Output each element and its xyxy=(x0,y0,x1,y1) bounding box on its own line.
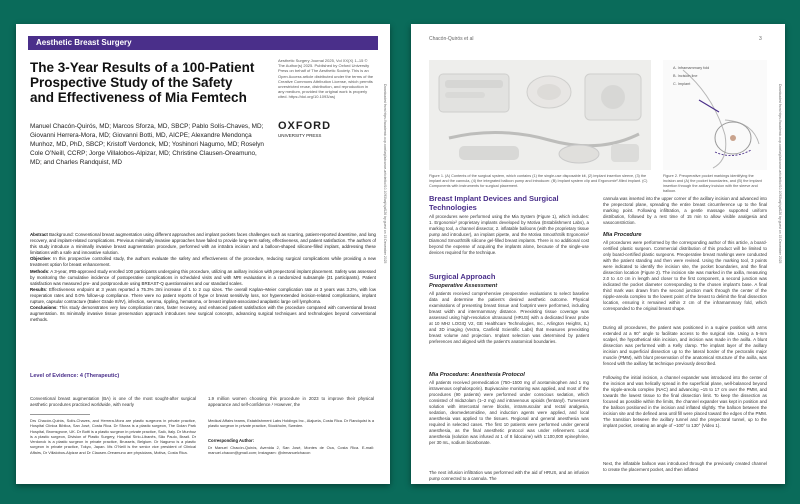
abstract-methods: Methods: A 3-year, IRB-approved study enrolled 100 participants undergoing this procedure, utilizing an axillary incision with prepectoral implant placement. Safety was assessed by monitoring the cumulative incidence of postoperative complications in scheduled visits and with MRI evaluations in a randomized subsample (31 participants). Patient satisfaction was measured pre- and postprocedure using BREAST-Q questionnaires and our standard scales. xyxy=(30,268,376,286)
paragraph-anesthesia-continued: The next infusion infiltration was performed with the aid of HRUS, and an infusion pump connected to a cannula. The xyxy=(429,470,589,481)
paragraph-devices: All procedures were performed using the Mia System (Figure 1), which includes: 1. Ergonomix² proprietary implants developed by Motiva (Establishment Labs), a marking tool, a channel dissector, 2. inflatable balloons (with the proprietary tissue pump and introducer), an implant pipette, and the Motiva SmoothSilk Ergonomix² Diamond SmoothSilk silicone gel-filled breast implants. There is no additional cost beyond the expense of acquiring the implants alone, because of the single-use devices required for the technique. xyxy=(429,214,589,255)
page-number: 3 xyxy=(759,36,762,42)
figure-2-caption: Figure 2. Preoperative pocket markings identifying the incision and (A) the pocket boundaries, and (B) the implant insertion through the axillary incision with the sleeve and balloon. xyxy=(663,174,762,193)
journal-meta: Aesthetic Surgery Journal 2025, Vol XX(X) 1–15 © The Author(s) 2025. Published by Oxford University Press on behalf of The Aesthetic Society. This is an Open Access article distributed under the terms of the Creative Commons Attribution License, which permits unrestricted reuse, distribution, and reproduction in any medium, provided the original work is properly cited. https://doi.org/10.1093/asj xyxy=(278,58,374,100)
figure-1-device-photo xyxy=(429,60,651,170)
paragraph-mia-channel: Following the initial incision, a channel expander was introduced into the center of the incision and was helically spread in the superficial plane, well-balanced beyond the nipple-areola complex (NAC) and advancing ~15 to 17 cm over the PMM, and towards the lowest tissue to the final dissection limit. To keep the dissection as focused as possible within the limits, the channel expander was kept in position and the balloon positioned in the incision and inflated slightly. The balloon between the incision site and the defined area until fill were placed toward the edges of the PMM. The transition between the axillary tunnel and the prepectoral tunnel, up to the implant pocket, creating an angle of ~100° to 130° (Video 1). xyxy=(603,375,767,428)
paragraph-anesthesia: All patients received premedication (750–1500 mg of acetaminophen and 1 mg intravenous cephalosporin). Bupivacaine monitoring was applied, and most of the procedures (90 patients) were performed under conscious sedation, which consisted of midazolam (1–2 mg) and intravenous opioids (fentanyl). Tumescent solution with intercostal nerve blocks, intramuscular and rectal analgesia, sedation, dexmedetomidine, and induction agents were applied, and local anesthesia was applied to the tissues. Regional and general anesthesia was required in selected cases. The first 10 patients were performed under general anesthesia, as the final anesthetic protocol was under refinement. Local anesthesia (solution was infused at 1 of 8 lidocaine) with 1:100,000 epinephrine, per 30 mL, sodium bicarbonate. xyxy=(429,380,589,445)
paragraph-mia-balloon: Next, the inflatable balloon was introduced through the previously created channel to create the placement pocket, and then inflated xyxy=(603,461,767,472)
figure-2-label-b: B. Incision line xyxy=(673,74,698,78)
abstract-results: Results: Effectiveness endpoint at 3 years reported a 75.3% 3mi increase of 1 to 2 cup sizes. The overall Kaplan–Meier complication rate at 3 years was 3.2%, with low reoperation rates and 0.0% follow-up compliance. There were no patient reports of hype or breast sensitivity loss, nor hyperextended incision-related complications, implant rupture, capsular contracture (Baker Grade III/IV), infection, seroma, rippling, hematoma, or breast implant-associated anaplastic large cell lymphoma. xyxy=(30,286,376,305)
abstract-label: Abstract xyxy=(30,232,48,237)
affiliations-column-2: Medical Affairs teams, Establishment Labs Holdings Inc., Alajuela, Costa Rica. Dr Randquist is a plastic surgeon in private practice, Stockholm, Sweden. xyxy=(208,418,374,429)
corresponding-author-details: Dr Manuel Chacón-Quirós, Avenida 2, San José, Montes de Oca, Costa Rica. E-mail: manuel.chacon@gmail.com; Instagram: @drmanuelchacon xyxy=(208,445,374,456)
intro-column-1: Conventional breast augmentation (BA) is one of the most sought-after surgical aesthetic procedures practiced worldwide, with nearly xyxy=(30,396,196,407)
paragraph-mia-procedure: All procedures were performed by the corresponding author of this article, a board-certified plastic surgeon. Commercial distribution of this product will be limited to only board-certified plastic surgeons. Preoperative breast markings were conducted with the patient standing and then were revised. Using the marking tool, 3 points were indicated to identify the incision site, the pocket boundaries, and the final dissection location (Figure 2). The incision site was marked in the axilla, measuring 2.0 to 4.0 cm in length and closer to the first component, a second junction was indicated the pocket diameter corresponding to the chosen implant’s base. A final third mark was drawn from the second junction mark through the center of the nipple-areola complex to the lowest point of the breast to delimit the final dissection location, ensuring it remained within 2 cm of the inframammary fold, which corresponded to the original breast shape. xyxy=(603,240,767,311)
abstract-objective: Objective: In this prospective controlled study, the authors evaluate the safety and effectiveness of the procedure, reducing surgical complications while providing a new treatment option for breast enhancement. xyxy=(30,256,376,268)
download-notice: Downloaded from https://academic.oup.com/asj/advance-article/doi/10.1093/asj/sjaf126 by guest on 15 December 2025 xyxy=(778,84,782,264)
article-page-3 xyxy=(411,24,785,484)
level-of-evidence: Level of Evidence: 4 (Therapeutic) xyxy=(30,373,120,379)
abstract xyxy=(30,232,376,323)
author-list: Manuel Chacón-Quirós, MD; Marcos Sforza, MD, SBCP; Pablo Solís-Chaves, MD; Giovanni Herrera-Mora, MD; Giovanni Botti, MD, AICPE; Alexandre Mendonça Munhoz, MD, PhD, SBCP; Kristoff Verdonck, MD; Yoshinori Nagumo, MD; Roselyn Cole O’Neill, CCRP; Jorge Villalobos-Alpizar, MD; Christine Clausen-Oreamuno, MD; and Charles Randquist, MD xyxy=(30,123,264,166)
paragraph-preoperative: All patients received comprehensive preoperative evaluations to select baseline data and determine the patient’s desired aesthetic outcome. Physical examinations of presenting breast tissue and footprint were performed, including breast width and intermammary distance. Preexisting tissue coverage was assessed using high-resolution ultrasound (HRUS) with a dedicated linear probe at 10 MHz LOGIQ V2, GE Healthcare Technologies, Inc., Arlington Heights, IL) and 3D imaging (Vectra, Canfield Scientific Labs) that measures preexisting breast volume and projection. Implant selection was determined by patient preferences and aligned with the patient’s anatomical boundaries. xyxy=(429,291,589,344)
affiliations-column-1: Drs Chacón-Quirós, Solís-Chaves, and Herrera-Mora are plastic surgeons in private practice, Hospital Clínica Bíblica, San José, Costa Rica. Dr Sforza is a plastic surgeon, The Dolan Park Hospital, Bromsgrove, UK. Dr Botti is a plastic surgeon in private practice, Salò, Italy. Dr Munhoz is a plastic surgeon, Division of Plastic Surgery, Hospital Sírio-Libanês, São Paulo, Brazil. Dr Verdonck is a plastic surgeon in private practice, Brussels, Belgium. Dr Nagumo is a plastic surgeon in private practice, Tokyo, Japan. Ms O’Neill is the senior vice president of Clinical Affairs, Dr Villalobos-Alpizar and Dr Clausen-Oreamuno are physicians, Motiva, Costa Rica. xyxy=(30,418,196,455)
footnote-rule xyxy=(30,414,90,415)
heading-anesthesia-protocol: Mia Procedure: Anesthesia Protocol xyxy=(429,372,525,378)
publisher-logo: OXFORD xyxy=(278,120,332,132)
running-header: Chacón-Quirós et al xyxy=(429,36,474,42)
download-notice: Downloaded from https://academic.oup.com/asj/advance-article/doi/10.1093/asj/sjaf126 by guest on 15 December 2025 xyxy=(383,84,387,264)
paragraph-cannula: cannula was inserted into the upper corner of the axillary incision and advanced into the prepectoral plane, spreading the entire breast circumference up to the final marking point. Following infiltration, a gentle massage supported uniform distribution, followed by a rest time of 15 min to allow visible analgesia and vasoconstriction. xyxy=(603,196,767,225)
article-title: The 3-Year Results of a 100-Patient Prospective Study of the Safety and Effectiveness of Mia Femtech xyxy=(30,60,255,105)
publisher-logo-subtitle: UNIVERSITY PRESS xyxy=(278,133,322,138)
abstract-background: Abstract Background: Conventional breast augmentation using different approaches and implant pockets faces challenges such as scarring, patient-reported downtime, and long recovery, and implant-related complications. Previous minimally invasive approaches have failed to provide long-term safety, effectiveness, and patient satisfaction. The authors of this study introduce a minimally invasive breast augmentation procedure, performed with an intrabra incision and a balloon-shaped silicone-filled implant, addressing these limitations with a safe and innovative solution. xyxy=(30,232,376,256)
article-first-page xyxy=(16,24,390,484)
corresponding-author-label: Corresponding Author: xyxy=(208,438,255,443)
figure-2-label-a: A. Inframammary fold xyxy=(673,66,710,70)
device-photo-illustration xyxy=(429,60,651,170)
paragraph-mia-positioning: During all procedures, the patient was positioned in a supine position with arms extended at a 90° angle to facilitate access to the surgical site. Using a 5-mm scalpel, the hypothetical skin incision, and incision was made in the axilla. A blunt dissection was performed with a Kelly clamp. The implant layer of the axillary incision and superficial dissection up to the lateral border of the pectoralis major muscle (PMM), with blunt preservation of the anatomical structure of the axilla, was fenced with the axillary fat technique previously described. xyxy=(603,325,767,366)
intro-column-2: 1.9 million women choosing this procedure in 2023 to improve their physical appearance and self-confidence.¹ However, the xyxy=(208,396,374,407)
figure-2-label-c: C. Implant xyxy=(673,82,691,86)
heading-surgical-approach: Surgical Approach xyxy=(429,272,496,281)
figure-1-caption: Figure 1. (A) Contents of the surgical system, which contains (1) the single-use disposable kit, (2) implant insertion sleeve, (3) the implant and the cannula, (4) the integrated balloon pump and introducer. (B) Implant system clip and Ergonomix²-filled implant. (C) Components with instruments for surgical placement. xyxy=(429,174,648,188)
heading-mia-procedure: Mia Procedure xyxy=(603,232,642,238)
heading-devices: Breast Implant Devices and Surgical Technologies xyxy=(429,194,559,212)
abstract-conclusions: Conclusions: This study demonstrates very low complication rates, faster recovery, and enhanced patient satisfaction with the procedure compared with conventional breast augmentation. Its minimally invasive tissue preservation approach introduces new surgical concepts, advancing surgical techniques and technologies beyond conventional methods. xyxy=(30,305,376,323)
section-banner: Aesthetic Breast Surgery xyxy=(28,36,378,50)
heading-preoperative-assessment: Preoperative Assessment xyxy=(429,283,498,289)
